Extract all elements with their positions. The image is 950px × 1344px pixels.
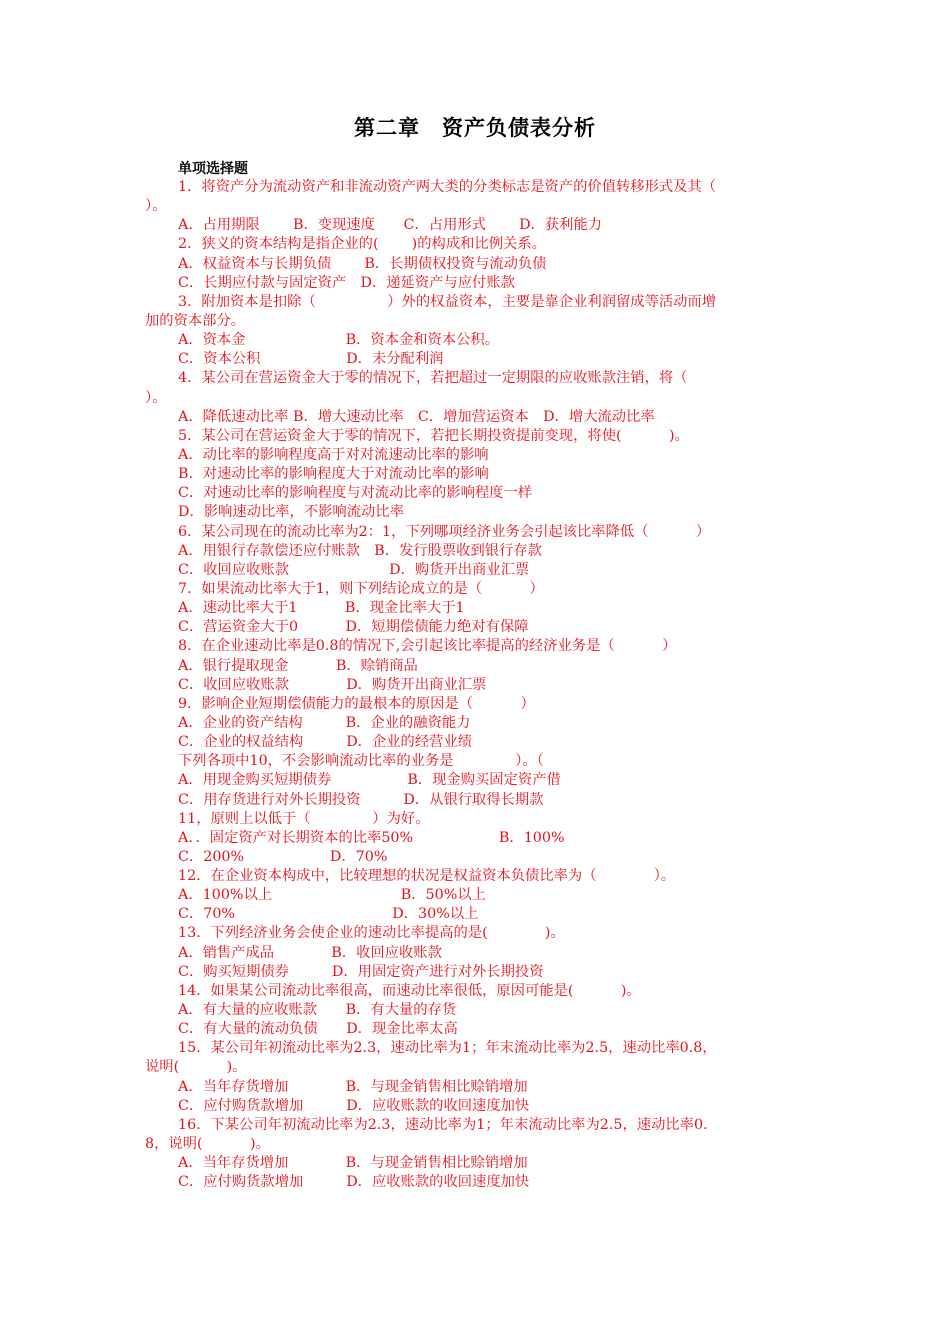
question-line: C．对速动比率的影响程度与对流动比率的影响程度一样 <box>178 485 533 502</box>
question-line: 8，说明( )。 <box>145 1136 270 1153</box>
question-line: 2．狭义的资本结构是指企业的( )的构成和比例关系。 <box>178 236 546 253</box>
question-line: ）。 <box>145 198 167 215</box>
question-line: C．资本公积 D．未分配利润 <box>178 351 444 368</box>
question-line: 9．影响企业短期偿债能力的最根本的原因是（ ） <box>178 695 535 712</box>
question-line: C．营运资金大于0 D．短期偿债能力绝对有保障 <box>178 619 529 636</box>
question-line: A．当年存货增加 B．与现金销售相比赊销增加 <box>178 1155 528 1172</box>
question-list <box>145 178 825 1192</box>
question-line: A．100%以上 B．50%以上 <box>178 887 486 904</box>
question-line: D．影响速动比率，不影响流动比率 <box>178 504 404 521</box>
question-line: 11，原则上以低于（ ）为好。 <box>178 810 430 827</box>
question-line: 8．在企业速动比率是0.8的情况下,会引起该比率提高的经济业务是（ ） <box>178 638 677 655</box>
question-line: C．200% D．70% <box>178 848 388 865</box>
question-line: A．企业的资产结构 B．企业的融资能力 <box>178 714 471 731</box>
question-line: C．用存货进行对外长期投资 D．从银行取得长期款 <box>178 791 544 808</box>
question-line: 15．某公司年初流动比率为2.3，速动比率为1；年末流动比率为2.5，速动比率0.8， <box>178 1040 717 1057</box>
question-line: A．用现金购买短期债券 B．现金购买固定资产借 <box>178 772 561 789</box>
question-line: A．当年存货增加 B．与现金销售相比赊销增加 <box>178 1078 528 1095</box>
question-line: A．有大量的应收账款 B．有大量的存货 <box>178 1002 457 1019</box>
question-line: 12．在企业资本构成中，比较理想的状况是权益资本负债比率为（ ）。 <box>178 868 676 885</box>
question-line: 14．如果某公司流动比率很高，而速动比率很低，原因可能是( )。 <box>178 982 641 999</box>
question-line: A．用银行存款偿还应付账款 B．发行股票收到银行存款 <box>178 542 542 559</box>
question-line: A．动比率的影响程度高于对对流速动比率的影响 <box>178 446 489 463</box>
question-line: C．企业的权益结构 D．企业的经营业绩 <box>178 734 473 751</box>
question-line: C．应付购货款增加 D．应收账款的收回速度加快 <box>178 1174 530 1191</box>
question-line: 6．某公司现在的流动比率为2：1，下列哪项经济业务会引起该比率降低（ ） <box>178 523 711 540</box>
question-line: A．销售产成品 B．收回应收账款 <box>178 944 442 961</box>
question-line: A．占用期限 B．变现速度 C．占用形式 D．获利能力 <box>178 217 603 234</box>
question-line: 加的资本部分。 <box>145 312 246 329</box>
question-line: C．长期应付款与固定资产 D．递延资产与应付账款 <box>178 274 515 291</box>
question-line: C．有大量的流动负债 D．现金比率太高 <box>178 1021 458 1038</box>
question-line: C．应付购货款增加 D．应收账款的收回速度加快 <box>178 1097 530 1114</box>
question-line: 1．将资产分为流动资产和非流动资产两大类的分类标志是资产的价值转移形式及其（ <box>178 179 717 195</box>
question-line: A．资本金 B．资本金和资本公积。 <box>178 332 500 349</box>
question-line: A．降低速动比率 B．增大速动比率 C．增加营运资本 D．增大流动比率 <box>178 408 655 425</box>
section-heading: 单项选择题 <box>178 161 248 177</box>
question-line: C．70% D．30%以上 <box>178 906 479 923</box>
question-line: 说明( )。 <box>145 1059 247 1076</box>
question-line: A．速动比率大于1 B．现金比率大于1 <box>178 600 465 617</box>
question-line: C．收回应收账款 D．购货开出商业汇票 <box>178 561 530 578</box>
question-line: A．．固定资产对长期资本的比率50% B．100% <box>178 829 565 846</box>
question-line: B．对速动比率的影响程度大于对流动比率的影响 <box>178 466 489 483</box>
question-line: ）。 <box>145 389 167 406</box>
question-line: 下列各项中10，不会影响流动比率的业务是 ）。（ <box>178 753 544 770</box>
question-line: A．银行提取现金 B．赊销商品 <box>178 657 418 674</box>
chapter-title: 第二章 资产负债表分析 <box>354 115 596 140</box>
question-line: 5．某公司在营运资金大于零的情况下，若把长期投资提前变现，将使( )。 <box>178 427 689 444</box>
question-line: C．购买短期债券 D．用固定资产进行对外长期投资 <box>178 963 544 980</box>
question-line: 7．如果流动比率大于1，则下列结论成立的是（ ） <box>178 580 544 597</box>
question-line: 4．某公司在营运资金大于零的情况下，若把超过一定期限的应收账款注销，将（ <box>178 370 688 387</box>
question-line: C．收回应收账款 D．购货开出商业汇票 <box>178 676 487 693</box>
question-line: A．权益资本与长期负债 B．长期债权投资与流动负债 <box>178 255 547 272</box>
question-line: 3．附加资本是扣除（ ）外的权益资本，主要是靠企业利润留成等活动而增 <box>178 293 717 310</box>
question-line: 16．下某公司年初流动比率为2.3，速动比率为1；年末流动比率为2.5，速动比率0. <box>178 1116 708 1133</box>
question-line: 13．下列经济业务会使企业的速动比率提高的是( )。 <box>178 925 565 942</box>
